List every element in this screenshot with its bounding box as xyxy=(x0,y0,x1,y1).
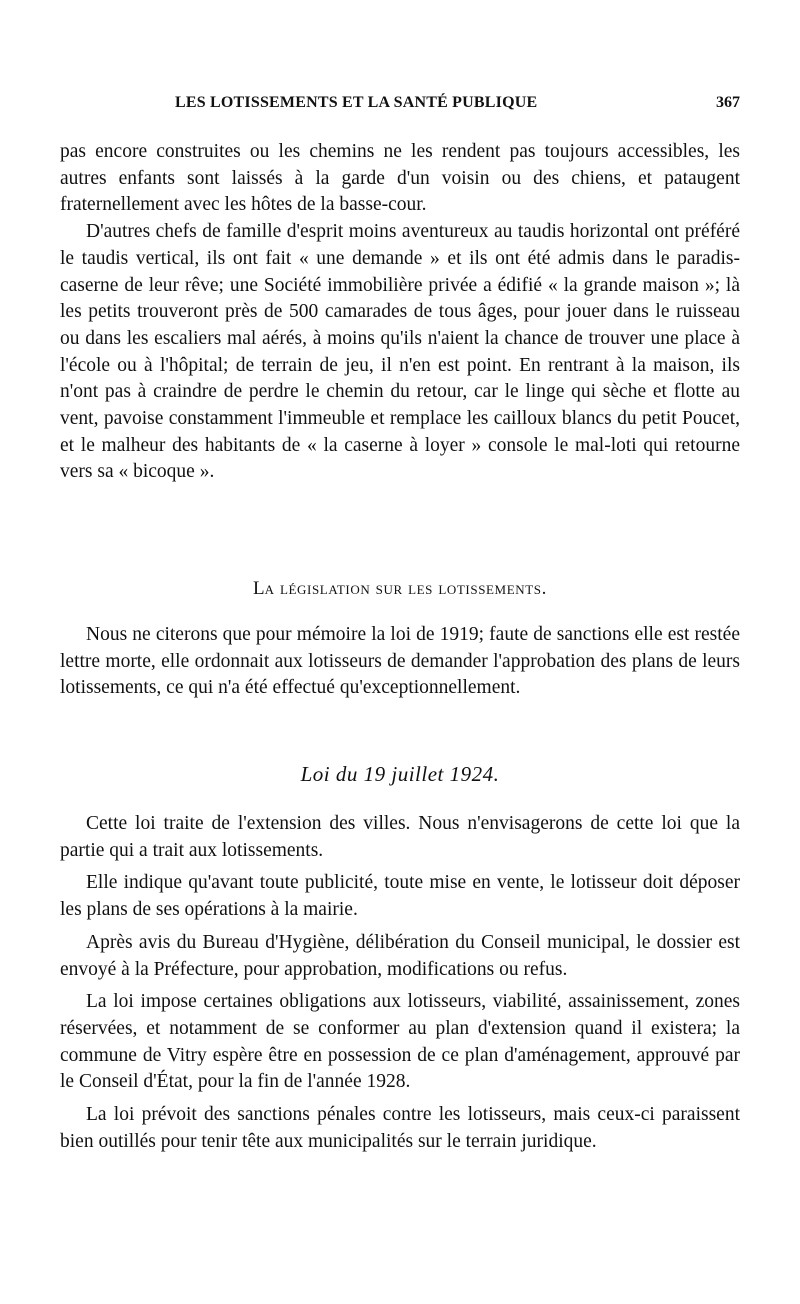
section-text xyxy=(60,622,740,702)
page-number: 367 xyxy=(716,94,740,111)
paragraph: Nous ne citerons que pour mémoire la loi de 1919; faute de sanctions elle est restée lettre morte, elle ordonnait aux lotisseurs de demander l'approbation des plans de leurs lotissements, ce qui n'a été effectué qu'exceptionnellement. xyxy=(60,624,740,699)
paragraph: Elle indique qu'avant toute publicité, toute mise en vente, le lotisseur doit déposer les plans de ses opérations à la mairie. xyxy=(60,872,740,921)
law-text xyxy=(60,811,740,1155)
intro-text xyxy=(60,139,740,486)
section-heading-initial: L xyxy=(253,578,265,599)
paragraph: pas encore construites ou les chemins ne les rendent pas toujours accessibles, les autres enfants sont laissés à la garde d'un voisin ou des chiens, et pataugent fraternellement avec les hôtes de la basse-cour. xyxy=(60,141,740,216)
section-heading xyxy=(60,576,740,602)
paragraph: La loi prévoit des sanctions pénales contre les lotisseurs, mais ceux-ci paraissent bien outillés pour tenir tête aux municipalités sur le terrain juridique. xyxy=(60,1104,740,1152)
paragraph: Après avis du Bureau d'Hygiène, délibération du Conseil municipal, le dossier est envoyé à la Préfecture, pour approbation, modifications ou refus. xyxy=(60,931,740,980)
law-subheading: Loi du 19 juillet 1924. xyxy=(300,762,500,786)
running-title: LES LOTISSEMENTS ET LA SANTÉ PUBLIQUE xyxy=(175,94,538,111)
paragraph: La loi impose certaines obligations aux lotisseurs, viabilité, assainissement, zones réservées, et notamment de se conformer au plan d'extension quand il existera; la commune de Vitry espère être en possession de ce plan d'aménagement, approuvé par le Conseil d'État, pour la fin de l'année 1928. xyxy=(60,991,740,1093)
section-heading-text: a législation sur les lotissements. xyxy=(264,578,547,599)
paragraph: Cette loi traite de l'extension des villes. Nous n'envisagerons de cette loi que la partie qui a trait aux lotissements. xyxy=(60,813,740,861)
paragraph: D'autres chefs de famille d'esprit moins aventureux au taudis horizontal ont préféré le taudis vertical, ils ont fait « une demande » et ils ont été admis dans le paradis-caserne de leur rêve; une Société immobilière privée a édifié « la grande maison »; là les petits trouveront près de 500 camarades de tous âges, pour jouer dans le ruisseau ou dans les escaliers mal aérés, à moins qu'ils n'aient la chance de trouver une place à l'école ou à l'hôpital; de terrain de jeu, il n'en est point. En rentrant à la maison, ils n'ont pas à craindre de perdre le chemin du retour, car le linge qui sèche et flotte au vent, pavoise constamment l'immeuble et remplace les cailloux blancs du petit Poucet, et le malheur des habitants de « la caserne à loyer » console le mal-loti qui retourne vers sa « bicoque ». xyxy=(60,221,740,483)
page-header xyxy=(60,94,740,118)
